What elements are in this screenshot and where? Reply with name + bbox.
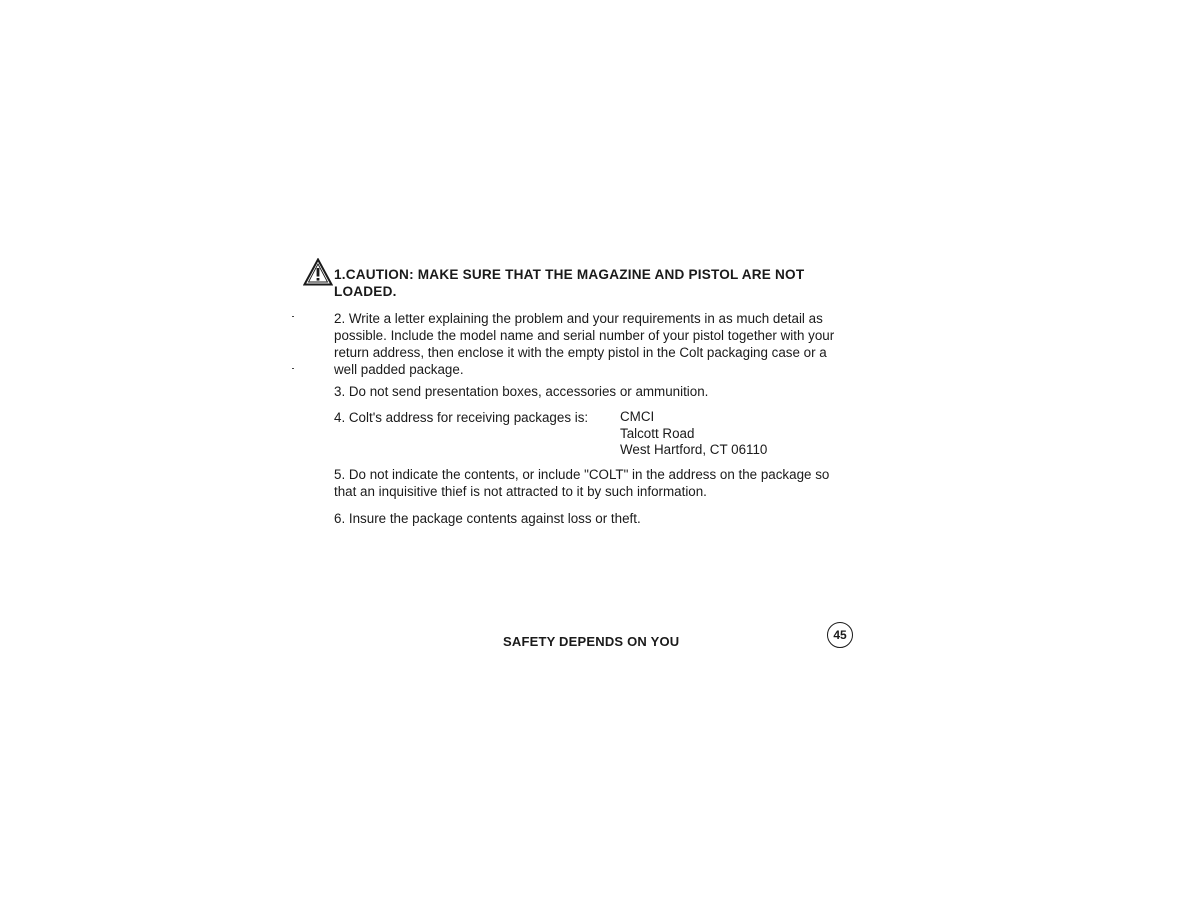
caution-heading <box>334 266 864 300</box>
address-label: 4. Colt's address for receiving packages is: <box>334 410 589 425</box>
scan-speck <box>292 316 294 317</box>
address-line: West Hartford, CT 06110 <box>620 442 768 457</box>
mailing-address <box>620 409 767 459</box>
warning-triangle-icon <box>303 258 333 286</box>
address-line: CMCI <box>620 409 655 424</box>
instruction-item-2: 2. Write a letter explaining the problem and your requirements in as much detail as possible. Include the model name and serial number of your pistol together with your return address, then enclose it with the empty pistol in the Colt packaging case or a well padded package. <box>334 311 835 377</box>
caution-text: CAUTION: MAKE SURE THAT THE MAGAZINE AND PISTOL ARE NOT LOADED. <box>334 267 805 299</box>
footer-text: SAFETY DEPENDS ON YOU <box>503 634 680 649</box>
instruction-item-5: 5. Do not indicate the contents, or include "COLT" in the address on the package so that an inquisitive thief is not attracted to it by such information. <box>334 467 830 499</box>
scan-speck <box>292 368 294 369</box>
caution-number: 1. <box>334 267 346 282</box>
page-number: 45 <box>827 622 853 648</box>
instruction-item-4 <box>334 409 834 459</box>
instruction-item-6: 6. Insure the package contents against loss or theft. <box>334 511 641 526</box>
instruction-item-3: 3. Do not send presentation boxes, accessories or ammunition. <box>334 384 709 399</box>
address-line: Talcott Road <box>620 425 695 441</box>
